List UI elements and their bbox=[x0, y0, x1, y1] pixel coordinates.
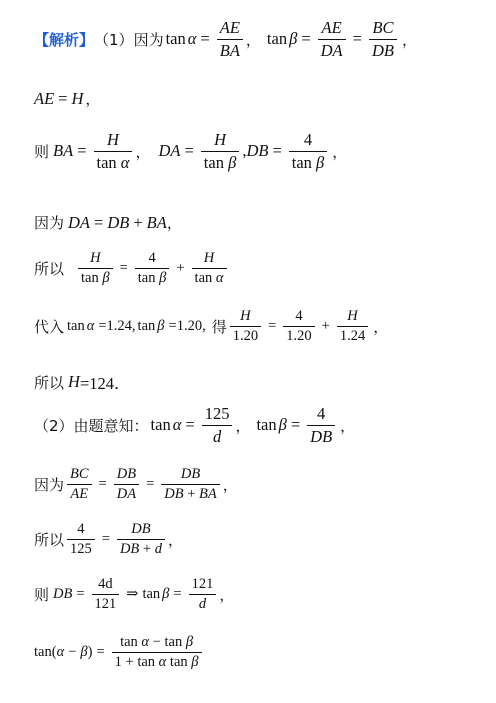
line-2: AE = H ， bbox=[34, 88, 101, 108]
fraction: $\frac{DB}{DB + BA}$ bbox=[161, 466, 220, 502]
fraction: $\frac{4}{1.20}$ bbox=[283, 308, 314, 344]
line-6: 代入 tan α = 1.24 , tan β = 1.20 , 得 $\frac{H}{1.20}$ = $\frac{4}{1.20}$ + $\frac{H}{1.24}$ ， bbox=[34, 308, 389, 344]
line-10: 所以 $\frac{4}{125}$ = $\frac{DB}{DB + d}$ ， bbox=[34, 521, 183, 557]
fraction: $\frac{AE}{BA}$ bbox=[217, 18, 243, 61]
fraction: $\frac{H}{\text{tan α}}$ bbox=[192, 250, 227, 286]
fraction: $\frac{H}{\text{tan α}}$ bbox=[94, 130, 133, 173]
fraction: $\frac{H}{\text{tan β}}$ bbox=[201, 130, 240, 173]
line-4: 因为 DA = DB + BA ， bbox=[34, 212, 182, 232]
line-12: tan ( α − β ) = $\frac{\text{tan α − tan β}}{\text{1 + tan α tan β}}$ bbox=[34, 634, 205, 670]
line-7: 所以 H =124． bbox=[34, 372, 131, 393]
line-9: 因为 $\frac{BC}{AE}$ = $\frac{DB}{DA}$ = $\frac{DB}{DB + BA}$ ， bbox=[34, 466, 238, 502]
line-1: 【解析】 （1） 因为 tan α = $\frac{AE}{BA}$ ， tan β = $\frac{AE}{DA}$ = $\frac{BC}{DB}$ ， bbox=[34, 18, 417, 60]
fraction: $\frac{H}{1.24}$ bbox=[337, 308, 368, 344]
fraction: $\frac{125}{d}$ bbox=[202, 404, 233, 447]
fraction: $\frac{DB}{DB + d}$ bbox=[117, 521, 165, 557]
fraction: $\frac{AE}{DA}$ bbox=[318, 18, 346, 61]
analysis-tag: 【解析】 bbox=[34, 30, 95, 49]
line-3: 则 BA = $\frac{H}{\text{tan α}}$ ， DA = $\frac{H}{\text{tan β}}$ , DB = $\frac{4}{\text{tan β}}$ ， bbox=[34, 130, 348, 172]
fraction: $\frac{H}{1.20}$ bbox=[230, 308, 261, 344]
fraction: $\frac{4}{DB}$ bbox=[307, 404, 335, 447]
fraction: $\frac{BC}{AE}$ bbox=[67, 466, 92, 502]
fraction: $\frac{4}{\text{tan β}}$ bbox=[135, 250, 170, 286]
line-5: 所以 $\frac{H}{\text{tan β}}$ = $\frac{4}{\text{tan β}}$ + $\frac{H}{\text{tan α}}$ bbox=[34, 250, 230, 286]
fraction: $\frac{BC}{DB}$ bbox=[369, 18, 397, 61]
fraction: $\frac{DB}{DA}$ bbox=[114, 466, 139, 502]
fraction: $\frac{4}{\text{tan β}}$ bbox=[289, 130, 328, 173]
fraction: $\frac{121}{d}$ bbox=[189, 576, 217, 612]
fraction: $\frac{H}{\text{tan β}}$ bbox=[78, 250, 113, 286]
line-11: 则 DB = $\frac{4d}{121}$ ⇒ tan β = $\frac{121}{d}$ ， bbox=[34, 576, 235, 612]
fraction: $\frac{4d}{121}$ bbox=[92, 576, 120, 612]
line-8: （2）由题意知： tan α = $\frac{125}{d}$ ， tan β = $\frac{4}{DB}$ ， bbox=[34, 404, 356, 446]
fraction: $\frac{4}{125}$ bbox=[67, 521, 95, 557]
fraction: $\frac{\text{tan α − tan β}}{\text{1 + tan α tan β}}$ bbox=[112, 634, 202, 670]
